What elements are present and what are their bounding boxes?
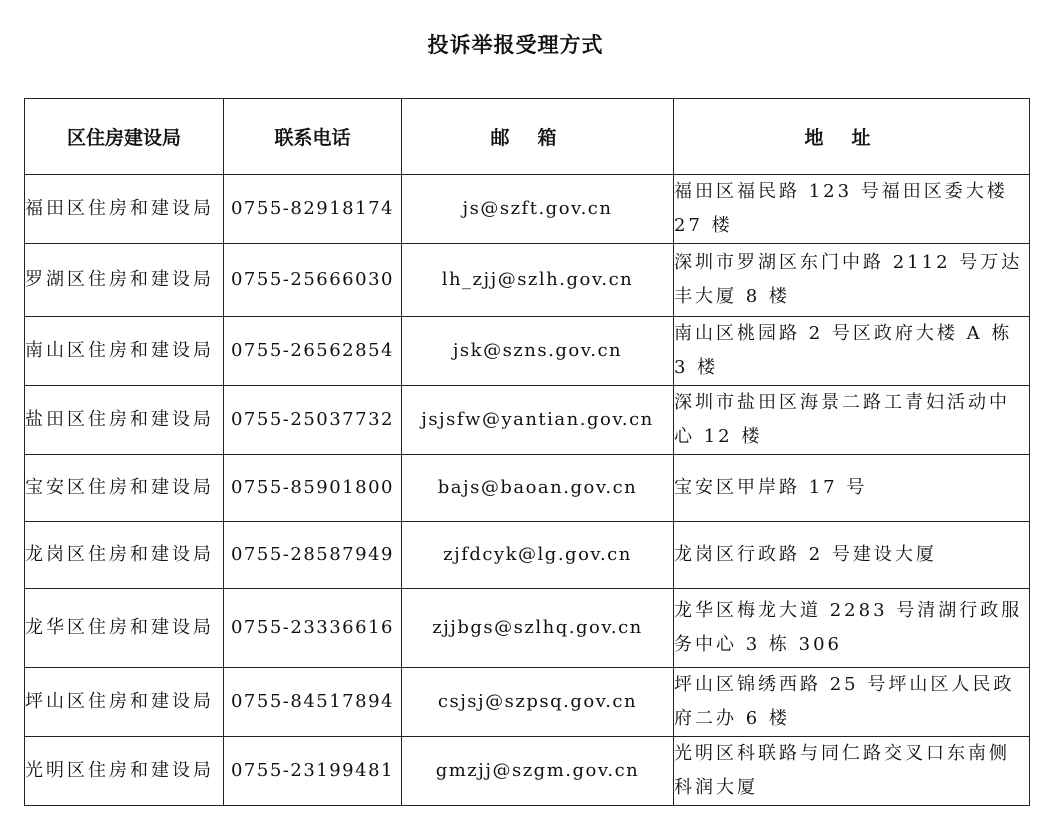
phone-cell: 0755-23336616 bbox=[224, 589, 402, 668]
email-cell: js@szft.gov.cn bbox=[402, 175, 674, 244]
phone-cell: 0755-26562854 bbox=[224, 317, 402, 386]
dept-cell: 盐田区住房和建设局 bbox=[25, 386, 224, 455]
email-cell: jsk@szns.gov.cn bbox=[402, 317, 674, 386]
phone-cell: 0755-25666030 bbox=[224, 244, 402, 317]
dept-cell: 福田区住房和建设局 bbox=[25, 175, 224, 244]
table-row bbox=[25, 386, 1030, 455]
phone-cell: 0755-23199481 bbox=[224, 737, 402, 806]
email-cell: gmzjj@szgm.gov.cn bbox=[402, 737, 674, 806]
dept-cell: 龙岗区住房和建设局 bbox=[25, 522, 224, 589]
table-header-row bbox=[25, 99, 1030, 175]
address-cell: 深圳市盐田区海景二路工青妇活动中心 12 楼 bbox=[674, 386, 1030, 455]
address-cell: 龙华区梅龙大道 2283 号清湖行政服务中心 3 栋 306 bbox=[674, 589, 1030, 668]
table-row bbox=[25, 737, 1030, 806]
address-cell: 南山区桃园路 2 号区政府大楼 A 栋 3 楼 bbox=[674, 317, 1030, 386]
dept-cell: 罗湖区住房和建设局 bbox=[25, 244, 224, 317]
table-row bbox=[25, 317, 1030, 386]
table-row bbox=[25, 455, 1030, 522]
email-cell: csjsj@szpsq.gov.cn bbox=[402, 668, 674, 737]
email-cell: bajs@baoan.gov.cn bbox=[402, 455, 674, 522]
table-row bbox=[25, 244, 1030, 317]
phone-cell: 0755-82918174 bbox=[224, 175, 402, 244]
dept-cell: 龙华区住房和建设局 bbox=[25, 589, 224, 668]
phone-cell: 0755-25037732 bbox=[224, 386, 402, 455]
address-cell: 宝安区甲岸路 17 号 bbox=[674, 455, 1030, 522]
table-row bbox=[25, 175, 1030, 244]
table-body bbox=[25, 175, 1030, 806]
email-cell: zjfdcyk@lg.gov.cn bbox=[402, 522, 674, 589]
address-cell: 光明区科联路与同仁路交叉口东南侧科润大厦 bbox=[674, 737, 1030, 806]
phone-cell: 0755-28587949 bbox=[224, 522, 402, 589]
header-dept: 区住房建设局 bbox=[25, 99, 224, 175]
email-cell: jsjsfw@yantian.gov.cn bbox=[402, 386, 674, 455]
email-cell: lh_zjj@szlh.gov.cn bbox=[402, 244, 674, 317]
document-title: 投诉举报受理方式 bbox=[427, 33, 604, 57]
header-email: 邮箱 bbox=[402, 99, 674, 175]
email-cell: zjjbgs@szlhq.gov.cn bbox=[402, 589, 674, 668]
address-cell: 坪山区锦绣西路 25 号坪山区人民政府二办 6 楼 bbox=[674, 668, 1030, 737]
table-row bbox=[25, 522, 1030, 589]
header-address: 地址 bbox=[674, 99, 1030, 175]
dept-cell: 光明区住房和建设局 bbox=[25, 737, 224, 806]
dept-cell: 坪山区住房和建设局 bbox=[25, 668, 224, 737]
address-cell: 福田区福民路 123 号福田区委大楼 27 楼 bbox=[674, 175, 1030, 244]
contact-table bbox=[24, 98, 1030, 806]
address-cell: 深圳市罗湖区东门中路 2112 号万达丰大厦 8 楼 bbox=[674, 244, 1030, 317]
phone-cell: 0755-84517894 bbox=[224, 668, 402, 737]
phone-cell: 0755-85901800 bbox=[224, 455, 402, 522]
address-cell: 龙岗区行政路 2 号建设大厦 bbox=[674, 522, 1030, 589]
dept-cell: 南山区住房和建设局 bbox=[25, 317, 224, 386]
table-row bbox=[25, 589, 1030, 668]
dept-cell: 宝安区住房和建设局 bbox=[25, 455, 224, 522]
header-phone: 联系电话 bbox=[224, 99, 402, 175]
table-row bbox=[25, 668, 1030, 737]
